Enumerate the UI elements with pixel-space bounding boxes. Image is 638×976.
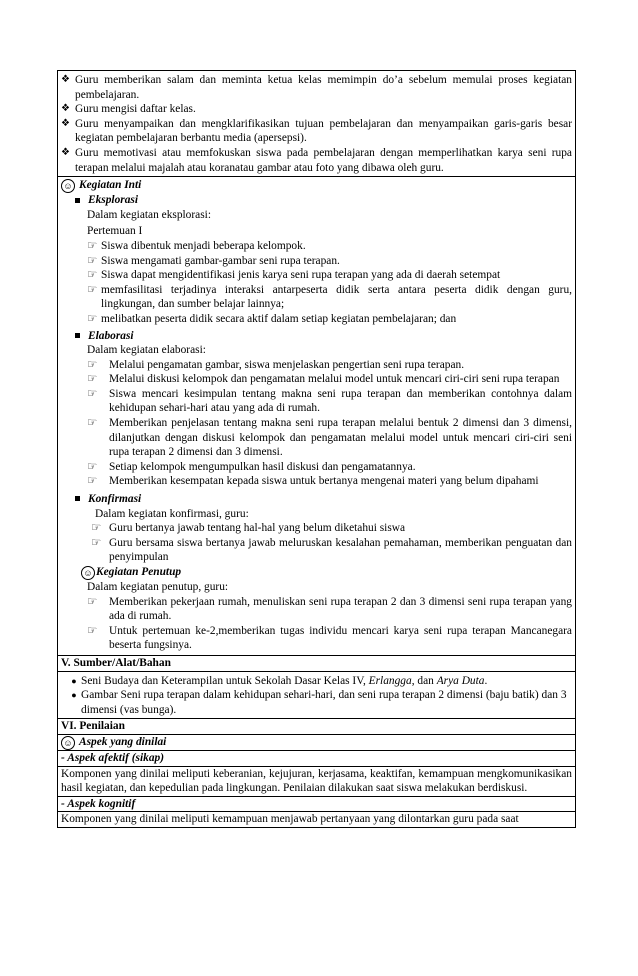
elaborasi-list [61,358,572,489]
lesson-plan-table [57,70,576,828]
list-item: ❖ Guru menyampaikan dan mengklarifikasikan tujuan pembelajaran dan menyampaikan garis-garis besar kegiatan pembelajaran berbantu media (apersepsi). [61,117,572,145]
penutup-heading: ☺ Kegiatan Penutup [61,565,572,580]
list-item: ☞ Melalui diskusi kelompok dan pengamatan melalui model untuk mencari ciri-ciri seni rupa terapan [87,373,560,386]
kegiatan-inti-cell [58,177,576,656]
kognitif-title-row [58,796,576,812]
elaborasi-heading: Elaborasi [61,329,572,344]
diamond-bullet-icon: ❖ [61,146,70,158]
pointing-hand-icon: ☞ [87,387,98,400]
list-item: ☞ Memberikan penjelasan tentang makna seni rupa terapan melalui bentuk 2 dimensi dan 3 dimensi, dilanjutkan dengan diskusi kelompok dan pengamatan melalui model untuk mencari ciri-ciri seni rupa terapan 2 dimensi dan 3 dimensi. [87,417,572,459]
afektif-text-row [58,766,576,796]
section-v-title-row [58,655,576,671]
section-vi-title-row [58,719,576,735]
smiley-icon: ☺ [61,179,75,193]
pointing-hand-icon: ☞ [87,624,98,637]
penutup-intro: Dalam kegiatan penutup, guru: [87,581,229,593]
kognitif-title: - Aspek kognitif [58,796,576,812]
section-v-title: V. Sumber/Alat/Bahan [58,655,576,671]
opening-list [61,73,572,175]
diamond-bullet-icon: ❖ [61,103,70,115]
list-item: ☞ Siswa mencari kesimpulan tentang makna seni rupa terapan dan memberikan contohnya dalam kehidupan sehari-hari atau yang ada di rumah. [87,387,572,415]
smiley-icon: ☺ [81,566,95,580]
list-item: ☞ Siswa dapat mengidentifikasi jenis karya seni rupa terapan yang ada di daerah setempat [87,269,501,282]
list-item: ☞ Siswa dibentuk menjadi beberapa kelompok. [87,239,306,252]
square-bullet-icon [75,333,80,338]
diamond-bullet-icon: ❖ [61,74,70,85]
list-item: ❖ Guru memberikan salam dan meminta ketua kelas memimpin do’a sebelum memulai proses kegiatan pembelajaran. [61,74,572,101]
aspek-heading-row [58,734,576,750]
list-item: ❖ Guru mengisi daftar kelas. [61,103,196,116]
meeting-label: Pertemuan I [87,225,143,238]
kognitif-text-row [58,812,576,828]
eksplorasi-heading: Eksplorasi [61,193,572,208]
square-bullet-icon [75,496,80,501]
pointing-hand-icon: ☞ [87,254,98,267]
opening-row [58,71,576,177]
list-item: ☞ memfasilitasi terjadinya interaksi antarpeserta didik serta antara peserta didik dengan guru, lingkungan, dan sumber belajar lainnya; [87,283,572,311]
list-item: ☞ melibatkan peserta didik secara aktif dalam setiap kegiatan pembelajaran; dan [87,312,457,325]
section-v-content [58,671,576,719]
list-item: ❖ Guru memotivasi atau memfokuskan siswa pada pembelajaran dengan memperlihatkan karya seni rupa terapan melalui majalah atau koranatau gambar atau foto yang dibawa oleh guru. [61,146,572,174]
afektif-title: - Aspek afektif (sikap) [58,750,576,766]
elaborasi-intro: Dalam kegiatan elaborasi: [87,344,206,357]
aspek-heading: ☺ Aspek yang dinilai [58,734,576,750]
afektif-text: Komponen yang dinilai meliputi keberanian, kejujuran, kerjasama, keaktifan, kemampuan mengkomunikasikan hasil kegiatan, dan kepedulian pada lingkungan. Penilaian dilakukan saat siswa melakukan berdiskusi. [58,766,576,796]
konfirmasi-list [61,521,572,565]
kegiatan-inti-row [58,177,576,656]
dot-bullet-icon: ● [71,675,77,686]
pointing-hand-icon: ☞ [87,239,98,252]
kegiatan-inti-heading: ☺ Kegiatan Inti [61,178,572,193]
pointing-hand-icon: ☞ [87,475,98,488]
list-item: ☞ Untuk pertemuan ke-2,memberikan tugas individu mencari karya seni rupa terapan Mancanegara beserta fungsinya. [87,624,572,652]
list-item: ☞ Guru bersama siswa bertanya jawab meluruskan kesalahan pemahaman, memberikan penguatan dan penyimpulan [91,536,572,564]
pointing-hand-icon: ☞ [87,417,98,430]
eksplorasi-intro: Dalam kegiatan eksplorasi: [87,208,211,221]
pointing-hand-icon: ☞ [87,460,98,473]
diamond-bullet-icon: ❖ [61,117,70,129]
square-bullet-icon [75,198,80,203]
kognitif-text: Komponen yang dinilai meliputi kemampuan menjawab pertanyaan yang dilontarkan guru pada saat [58,812,576,828]
opening-cell [58,71,576,177]
list-item: ☞ Memberikan kesempatan kepada siswa untuk bertanya mengenai materi yang belum dipahami [87,475,539,488]
pointing-hand-icon: ☞ [87,312,98,325]
dot-bullet-icon: ● [71,690,77,701]
konfirmasi-heading: Konfirmasi [61,492,572,507]
section-v-content-row [58,671,576,719]
list-item: ☞ Setiap kelompok mengumpulkan hasil diskusi dan pengamatannya. [87,460,416,473]
section-vi-title: VI. Penilaian [58,719,576,735]
penutup-list [61,595,572,653]
pointing-hand-icon: ☞ [91,522,102,535]
list-item: ● Seni Budaya dan Keterampilan untuk Sekolah Dasar Kelas IV, Erlangga, dan Arya Duta. [61,674,572,689]
list-item: ☞ Memberikan pekerjaan rumah, menuliskan seni rupa terapan 2 dan 3 dimensi seni rupa terapan yang ada di rumah. [87,595,572,623]
pointing-hand-icon: ☞ [87,269,98,282]
list-item: ● Gambar Seni rupa terapan dalam kehidupan sehari-hari, dan seni rupa terapan 2 dimensi (baju batik) dan 3 dimensi (vas bunga). [61,688,572,717]
smiley-icon: ☺ [61,736,75,750]
pointing-hand-icon: ☞ [87,595,98,608]
afektif-title-row [58,750,576,766]
list-item: ☞ Siswa mengamati gambar-gambar seni rupa terapan. [87,254,340,267]
pointing-hand-icon: ☞ [87,373,98,386]
konfirmasi-intro: Dalam kegiatan konfirmasi, guru: [95,507,249,520]
pointing-hand-icon: ☞ [91,536,102,549]
eksplorasi-list [61,239,572,327]
pointing-hand-icon: ☞ [87,358,98,371]
list-item: ☞ Guru bertanya jawab tentang hal-hal yang belum diketahui siswa [91,522,406,535]
list-item: ☞ Melalui pengamatan gambar, siswa menjelaskan pengertian seni rupa terapan. [87,358,465,371]
pointing-hand-icon: ☞ [87,283,98,296]
